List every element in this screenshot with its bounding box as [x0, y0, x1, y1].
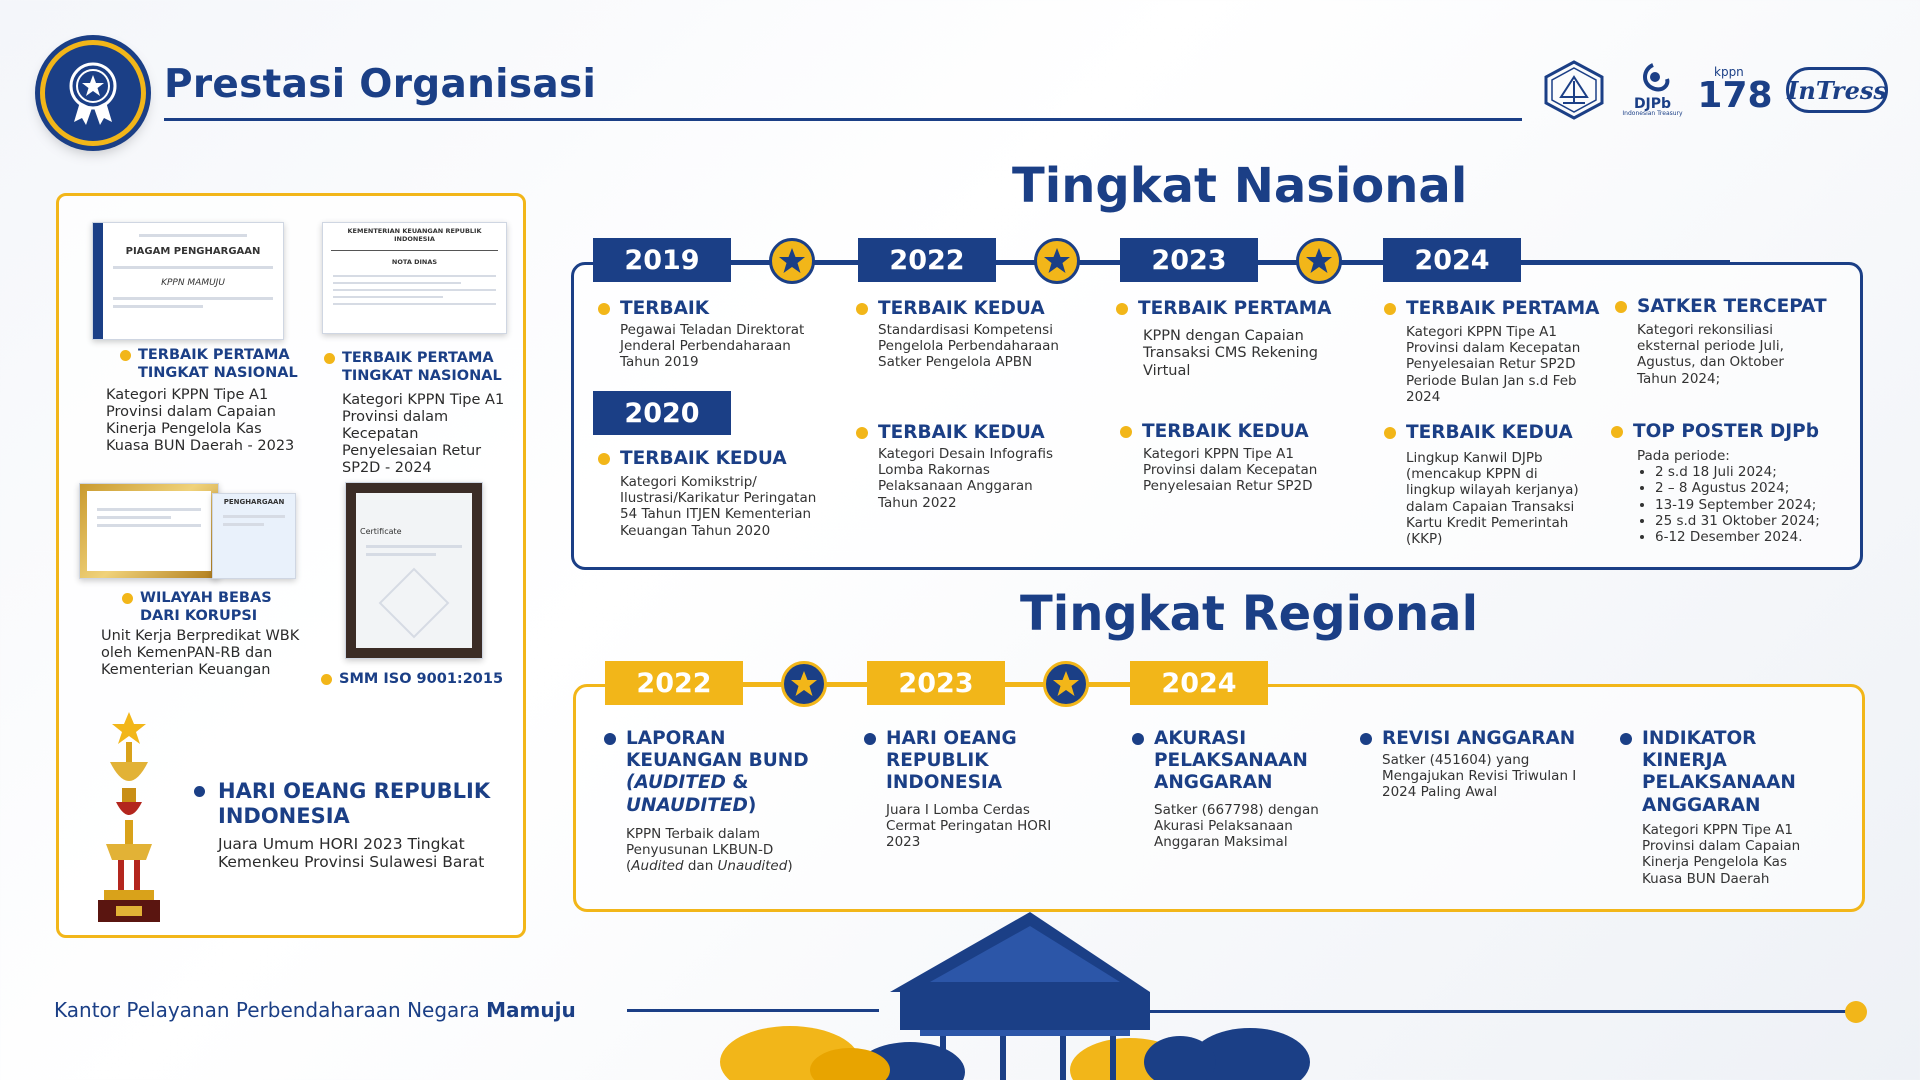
regional-item-desc — [626, 826, 826, 875]
regional-title-part-italic: UNAUDITED — [626, 794, 748, 816]
regional-item-title: AKURASI PELAKSANAAN ANGGARAN — [1154, 728, 1324, 795]
kppn-logo-small: kppn — [1714, 65, 1744, 79]
achievement-title: WILAYAH BEBAS DARI KORUPSI — [140, 589, 315, 625]
nasional-item-desc: Pegawai Teladan Direktorat Jenderal Perbendaharaan Tahun 2019 — [620, 322, 805, 371]
hori-desc: Juara Umum HORI 2023 Tingkat Kemenkeu Provinsi Sulawesi Barat — [218, 835, 485, 872]
achievement-title: TERBAIK PERTAMA TINGKAT NASIONAL — [342, 349, 517, 385]
nasional-item-desc: Lingkup Kanwil DJPb (mencakup KPPN di lingkup wilayah kerjanya) dalam Capaian Transaksi Kartu Kredit Pemerintah (KKP) — [1406, 450, 1579, 547]
year-tab-2024: 2024 — [1130, 661, 1268, 705]
nasional-item-desc: Kategori KPPN Tipe A1 Provinsi dalam Kecepatan Penyelesaian Retur SP2D Periode Bulan Jan s.d Feb 2024 — [1406, 324, 1581, 405]
regional-desc-part-italic: Audited — [631, 858, 684, 875]
certificate-heading: PENGHARGAAN — [223, 498, 285, 506]
poster-period: • 25 s.d 31 Oktober 2024; — [1655, 513, 1842, 529]
section-title-regional: Tingkat Regional — [1020, 586, 1479, 642]
nasional-item-title: TERBAIK KEDUA — [878, 298, 1088, 320]
regional-title-part: LAPORAN KEUANGAN BUND — [626, 728, 809, 772]
achievement-desc: Unit Kerja Berpredikat WBK oleh KemenPAN-RB dan Kementerian Keuangan — [101, 628, 300, 679]
poster-period: • 13-19 September 2024; — [1655, 497, 1842, 513]
star-node-icon — [781, 661, 827, 707]
nasional-item-desc: Kategori Komikstrip/ Ilustrasi/Karikatur Peringatan 54 Tahun ITJEN Kementerian Keuangan Tahun 2020 — [620, 474, 817, 539]
certificate-name: KPPN MAMUJU — [161, 278, 225, 288]
star-node-icon — [1043, 661, 1089, 707]
djpb-logo-subtext: Indonesian Treasury — [1622, 110, 1683, 117]
certificate-heading: Certificate — [360, 527, 402, 536]
year-tab-2020: 2020 — [593, 391, 731, 435]
regional-desc-part: KPPN Terbaik dalam Penyusunan LKBUN-D ( — [626, 826, 774, 875]
djpb-swirl-icon — [1633, 63, 1673, 97]
year-tab-2019: 2019 — [593, 238, 731, 282]
achievement-title: SMM ISO 9001:2015 — [339, 670, 514, 688]
djpb-logo-text: DJPb — [1633, 96, 1672, 112]
document-subheading: NOTA DINAS — [391, 258, 438, 266]
regional-item-desc: Kategori KPPN Tipe A1 Provinsi dalam Capaian Kinerja Pengelola Kas Kuasa BUN Daerah — [1642, 822, 1801, 887]
poster-period: • 2 s.d 18 Juli 2024; — [1655, 464, 1842, 480]
footer-dot-icon — [1845, 1001, 1867, 1023]
section-title-nasional: Tingkat Nasional — [1012, 158, 1468, 214]
nasional-item-desc: Kategori KPPN Tipe A1 Provinsi dalam Kecepatan Penyelesaian Retur SP2D — [1143, 446, 1318, 495]
nasional-item-title: SATKER TERCEPAT — [1637, 296, 1847, 318]
regional-title-part: & — [725, 772, 749, 794]
regional-item-desc: Juara I Lomba Cerdas Cermat Peringatan HORI 2023 — [886, 802, 1052, 851]
poster-periods-list — [1637, 464, 1842, 545]
regional-item-desc: Satker (667798) dengan Akurasi Pelaksanaan Anggaran Maksimal — [1154, 802, 1319, 851]
year-tab-2023: 2023 — [1120, 238, 1258, 282]
regional-title-part-italic: (AUDITED — [626, 772, 726, 794]
regional-item-title: REVISI ANGGARAN — [1382, 728, 1592, 750]
regional-title-part: ) — [747, 794, 757, 816]
year-tab-2022: 2022 — [605, 661, 743, 705]
title-divider — [164, 118, 1522, 121]
regional-item-title: HARI OEANG REPUBLIK INDONESIA — [886, 728, 1066, 795]
logo-bar — [1543, 52, 1888, 128]
nasional-item-title: TERBAIK PERTAMA — [1138, 298, 1368, 320]
year-tab-2022: 2022 — [858, 238, 996, 282]
nasional-item-title: TERBAIK KEDUA — [1142, 421, 1352, 443]
kemenkeu-logo-icon — [1543, 58, 1605, 122]
regional-desc-part: dan — [683, 858, 718, 875]
regional-item-title — [626, 728, 826, 817]
star-node-icon — [1296, 238, 1342, 284]
nasional-item-title: TERBAIK KEDUA — [878, 422, 1088, 444]
wbk-award-frame-image — [79, 483, 219, 579]
nota-dinas-document-image — [322, 222, 507, 334]
award-badge-icon — [40, 40, 146, 146]
year-tab-2023: 2023 — [867, 661, 1005, 705]
regional-desc-part: ) — [787, 858, 793, 875]
nasional-item-desc — [1637, 448, 1842, 545]
certificate-image — [92, 222, 284, 340]
djpb-logo — [1621, 63, 1684, 117]
nasional-item-title: TOP POSTER DJPb — [1633, 421, 1843, 443]
nasional-item-title: TERBAIK — [620, 298, 820, 320]
hori-title: HARI OEANG REPUBLIK INDONESIA — [218, 779, 508, 829]
footer-text-regular: Kantor Pelayanan Perbendaharaan Negara — [54, 998, 487, 1022]
penghargaan-certificate-image — [212, 493, 296, 579]
poster-period: • 6-12 Desember 2024. — [1655, 529, 1842, 545]
page-title: Prestasi Organisasi — [164, 62, 597, 107]
trophy-icon — [92, 710, 166, 925]
star-node-icon — [1034, 238, 1080, 284]
traditional-house-illustration-icon — [700, 912, 1320, 1080]
footer-office-name — [54, 998, 576, 1022]
poster-periods-intro: Pada periode: — [1637, 448, 1730, 464]
nasional-item-desc: Standardisasi Kompetensi Pengelola Perbendaharaan Satker Pengelola APBN — [878, 322, 1059, 371]
nasional-item-desc: Kategori Desain Infografis Lomba Rakornas Pelaksanaan Anggaran Tahun 2022 — [878, 446, 1053, 511]
nasional-item-desc: Kategori rekonsiliasi eksternal periode Juli, Agustus, dan Oktober Tahun 2024; — [1637, 322, 1784, 387]
star-node-icon — [769, 238, 815, 284]
iso-certificate-image — [345, 482, 483, 659]
document-heading: KEMENTERIAN KEUANGAN REPUBLIK INDONESIA — [347, 227, 482, 243]
year-tab-2024: 2024 — [1383, 238, 1521, 282]
nasional-item-desc: KPPN dengan Capaian Transaksi CMS Rekening Virtual — [1143, 328, 1318, 379]
nasional-item-title: TERBAIK PERTAMA — [1406, 298, 1616, 320]
regional-desc-part-italic: Unaudited — [717, 858, 788, 875]
achievement-desc: Kategori KPPN Tipe A1 Provinsi dalam Kecepatan Penyelesaian Retur SP2D - 2024 — [342, 392, 505, 477]
certificate-heading: PIAGAM PENGHARGAAN — [125, 246, 261, 257]
regional-item-title: INDIKATOR KINERJA PELAKSANAAN ANGGARAN — [1642, 728, 1822, 817]
footer-text-bold: Mamuju — [486, 998, 576, 1022]
achievement-desc: Kategori KPPN Tipe A1 Provinsi dalam Capaian Kinerja Pengelola Kas Kuasa BUN Daerah - 2023 — [106, 387, 295, 455]
kppn-178-logo — [1697, 65, 1773, 116]
nasional-item-title: TERBAIK KEDUA — [620, 448, 820, 470]
kppn-logo-number: 178 — [1697, 75, 1773, 116]
poster-period: • 2 – 8 Agustus 2024; — [1655, 480, 1842, 496]
nasional-item-title: TERBAIK KEDUA — [1406, 422, 1616, 444]
regional-item-desc: Satker (451604) yang Mengajukan Revisi Triwulan I 2024 Paling Awal — [1382, 752, 1577, 801]
intress-logo: InTress — [1786, 67, 1888, 113]
achievement-title: TERBAIK PERTAMA TINGKAT NASIONAL — [138, 346, 318, 382]
